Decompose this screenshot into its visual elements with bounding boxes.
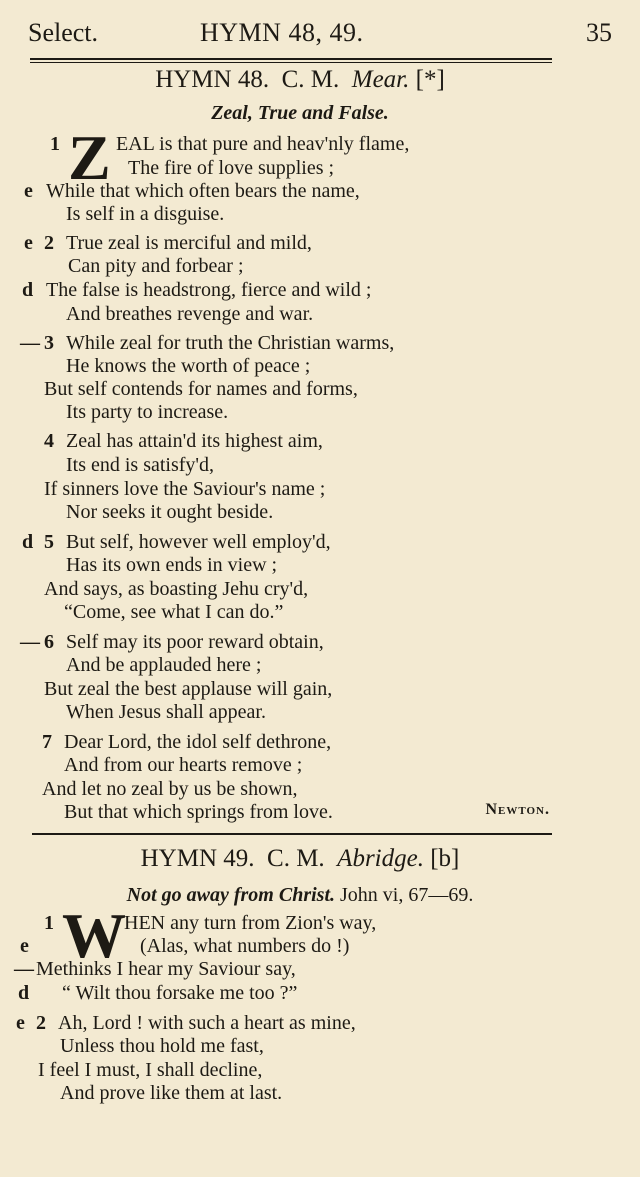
verse-number: 3 <box>44 332 54 354</box>
hymn-48-tune-mark: [*] <box>415 66 445 93</box>
hymn-49-subtitle-text: Not go away from Christ. <box>126 884 335 906</box>
verse-line: Self may its poor reward obtain, <box>66 631 324 653</box>
scripture-reference: John vi, 67—69. <box>340 884 474 906</box>
verse-line: Zeal has attain'd its highest aim, <box>66 430 323 452</box>
verse-number: 2 <box>36 1012 46 1034</box>
verse-number: 5 <box>44 531 54 553</box>
verse-line: Nor seeks it ought beside. <box>66 501 274 523</box>
verse-line: While zeal for truth the Christian warms, <box>66 332 395 354</box>
verse-line: But self contends for names and forms, <box>44 378 358 400</box>
hymn-48-author: Newton. <box>485 801 550 818</box>
verse-line: Dear Lord, the idol self dethrone, <box>64 731 332 753</box>
verse-line: Can pity and forbear ; <box>68 255 244 277</box>
verse-line: But that which springs from love. <box>64 801 333 823</box>
verse-number: 1 <box>50 133 60 155</box>
hymn-49-tune-mark: [b] <box>430 845 460 872</box>
verse-number: 2 <box>44 232 54 254</box>
verse-line: The fire of love supplies ; <box>128 157 335 179</box>
verse-line: When Jesus shall appear. <box>66 701 266 723</box>
verse-line: Unless thou hold me fast, <box>60 1035 264 1057</box>
drop-cap: W <box>62 900 126 971</box>
verse-line: Methinks I hear my Saviour say, <box>36 958 296 980</box>
verse-number: 7 <box>42 731 52 753</box>
verse-number: 1 <box>44 912 54 934</box>
verse-line: But zeal the best applause will gain, <box>44 678 333 700</box>
verse-line: And breathes revenge and war. <box>66 303 314 325</box>
verse-line: And prove like them at last. <box>60 1082 283 1104</box>
dynamic-mark: e <box>16 1012 25 1034</box>
hymn-49-meter: C. M. <box>267 845 325 872</box>
hymn-48-tune: Mear. <box>351 66 410 93</box>
dynamic-mark: — <box>20 332 40 354</box>
verse-line: If sinners love the Saviour's name ; <box>44 478 326 500</box>
verse-line: Its party to increase. <box>66 401 229 423</box>
verse-line: (Alas, what numbers do !) <box>140 935 350 957</box>
verse-line: The false is headstrong, fierce and wild ; <box>46 279 372 301</box>
dynamic-mark: d <box>18 982 30 1004</box>
dynamic-mark: — <box>20 631 40 653</box>
dynamic-mark: e <box>24 180 33 202</box>
hymn-48-meter: C. M. <box>281 66 340 93</box>
running-head <box>28 18 612 52</box>
hymn-49-title <box>0 845 600 873</box>
hymn-48-title <box>0 66 600 94</box>
page-number: 35 <box>586 18 612 47</box>
hymn-49-number: HYMN 49. <box>140 845 255 872</box>
verse-line: EAL is that pure and heav'nly flame, <box>116 133 410 155</box>
verse-number: 4 <box>44 430 54 452</box>
verse-line: He knows the worth of peace ; <box>66 355 311 377</box>
dynamic-mark: — <box>14 958 34 980</box>
verse-line: Ah, Lord ! with such a heart as mine, <box>58 1012 356 1034</box>
dynamic-mark: e <box>20 935 29 957</box>
verse-line: And let no zeal by us be shown, <box>42 778 298 800</box>
verse-line: But self, however well employ'd, <box>66 531 331 553</box>
verse-line: And says, as boasting Jehu cry'd, <box>44 578 309 600</box>
section-label: Select. <box>28 18 99 47</box>
running-title: HYMN 48, 49. <box>200 18 364 47</box>
verse-line: Is self in a disguise. <box>66 203 225 225</box>
verse-line: Has its own ends in view ; <box>66 554 278 576</box>
verse-line: And be applauded here ; <box>66 654 262 676</box>
hymn-48-number: HYMN 48. <box>155 66 270 93</box>
hymn-divider <box>32 833 552 835</box>
verse-line: I feel I must, I shall decline, <box>38 1059 263 1081</box>
header-rule <box>30 58 552 63</box>
verse-line: HEN any turn from Zion's way, <box>124 912 377 934</box>
verse-line: And from our hearts remove ; <box>64 754 303 776</box>
hymn-48-subtitle: Zeal, True and False. <box>211 102 389 124</box>
verse-line: True zeal is merciful and mild, <box>66 232 312 254</box>
verse-line: “ Wilt thou forsake me too ?” <box>62 982 298 1004</box>
dynamic-mark: d <box>22 531 34 553</box>
verse-line: “Come, see what I can do.” <box>64 601 284 623</box>
verse-number: 6 <box>44 631 54 653</box>
verse-line: While that which often bears the name, <box>46 180 360 202</box>
verse-line: Its end is satisfy'd, <box>66 454 215 476</box>
drop-cap: Z <box>68 122 111 193</box>
dynamic-mark: e <box>24 232 33 254</box>
dynamic-mark: d <box>22 279 34 301</box>
hymn-49-tune: Abridge. <box>337 845 424 872</box>
